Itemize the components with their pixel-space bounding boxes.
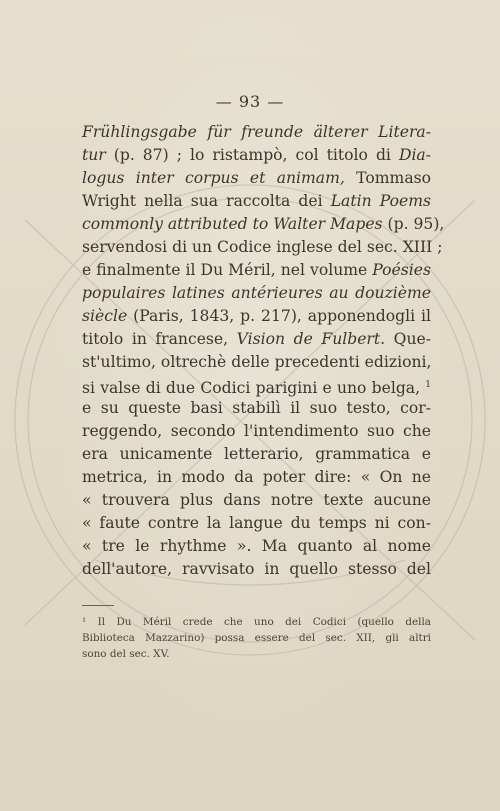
text-run: reggendo, secondo l'intendimento suo che	[82, 422, 431, 440]
text-line	[82, 328, 431, 351]
italic-text: Frühlingsgabe für freunde älterer Litera-	[82, 123, 431, 141]
text-line	[82, 121, 431, 144]
text-line	[82, 282, 431, 305]
italic-text: populaires latines antérieures au douzième	[82, 284, 431, 302]
text-line	[82, 535, 431, 558]
text-run: Wright nella sua raccolta dei	[82, 192, 331, 210]
italic-text: Poésies	[372, 261, 431, 279]
text-line	[82, 512, 431, 535]
text-line	[82, 489, 431, 512]
text-run: (Paris, 1843, p. 217), apponendogli il	[127, 307, 431, 325]
text-run: metrica, in modo da poter dire: « On ne	[82, 468, 431, 486]
italic-text: siècle	[82, 307, 128, 325]
footnote-line: Biblioteca Mazzarino) possa essere del sec. XII, gli altri	[82, 632, 431, 644]
footnote-marker: 1	[425, 380, 431, 390]
text-run: Tommaso	[344, 169, 432, 187]
text-run: era unicamente letterario, grammatica e	[82, 445, 431, 463]
italic-text: Dia-	[398, 146, 431, 164]
text-run: st'ultimo, oltrechè delle precedenti edizioni,	[82, 353, 432, 371]
text-run: (p. 87) ; lo ristampò, col titolo di	[105, 146, 399, 164]
text-line	[82, 374, 431, 397]
text-run: « trouvera plus dans notre texte aucune	[82, 491, 431, 509]
text-run: Que-	[385, 330, 431, 348]
text-line	[82, 213, 445, 236]
text-run: (p. 95),	[382, 215, 445, 233]
text-run: « faute contre la langue du temps ni con-	[82, 514, 431, 532]
text-run: « tre le rhythme ». Ma quanto al nome	[82, 537, 431, 555]
italic-text: tur	[82, 146, 106, 164]
text-line	[82, 420, 431, 443]
text-run: titolo in francese,	[82, 330, 237, 348]
footnote-rule	[82, 605, 114, 606]
text-line	[82, 144, 431, 167]
text-line	[82, 397, 431, 420]
text-run: dell'autore, ravvisato in quello stesso del	[82, 560, 431, 578]
text-line	[82, 558, 431, 581]
text-line	[82, 443, 431, 466]
italic-text: Vision de Fulbert.	[236, 330, 386, 348]
text-line	[82, 167, 431, 190]
text-run: e finalmente il Du Méril, nel volume	[82, 261, 373, 279]
footnote	[82, 614, 431, 662]
italic-text: logus inter corpus et animam,	[82, 169, 345, 187]
text-line	[82, 236, 443, 259]
text-run: e su queste basi stabilì il suo testo, cor-	[82, 399, 431, 417]
text-line	[82, 259, 431, 282]
italic-text: commonly attributed to Walter Mapes	[82, 215, 383, 233]
footnote-line: sono del sec. XV.	[82, 648, 170, 660]
text-run: servendosi di un Codice inglese del sec. XIII ;	[82, 238, 443, 256]
text-line	[82, 190, 431, 213]
page-number: — 93 —	[215, 92, 285, 111]
text-run: si valse di due Codici parigini e uno belga,	[82, 379, 426, 397]
text-line	[82, 351, 431, 374]
text-line	[82, 466, 431, 489]
italic-text: Latin Poems	[330, 192, 431, 210]
text-line	[82, 305, 431, 328]
body-text	[82, 121, 445, 581]
footnote-line: ¹ Il Du Méril crede che uno dei Codici (quello della	[82, 616, 431, 628]
